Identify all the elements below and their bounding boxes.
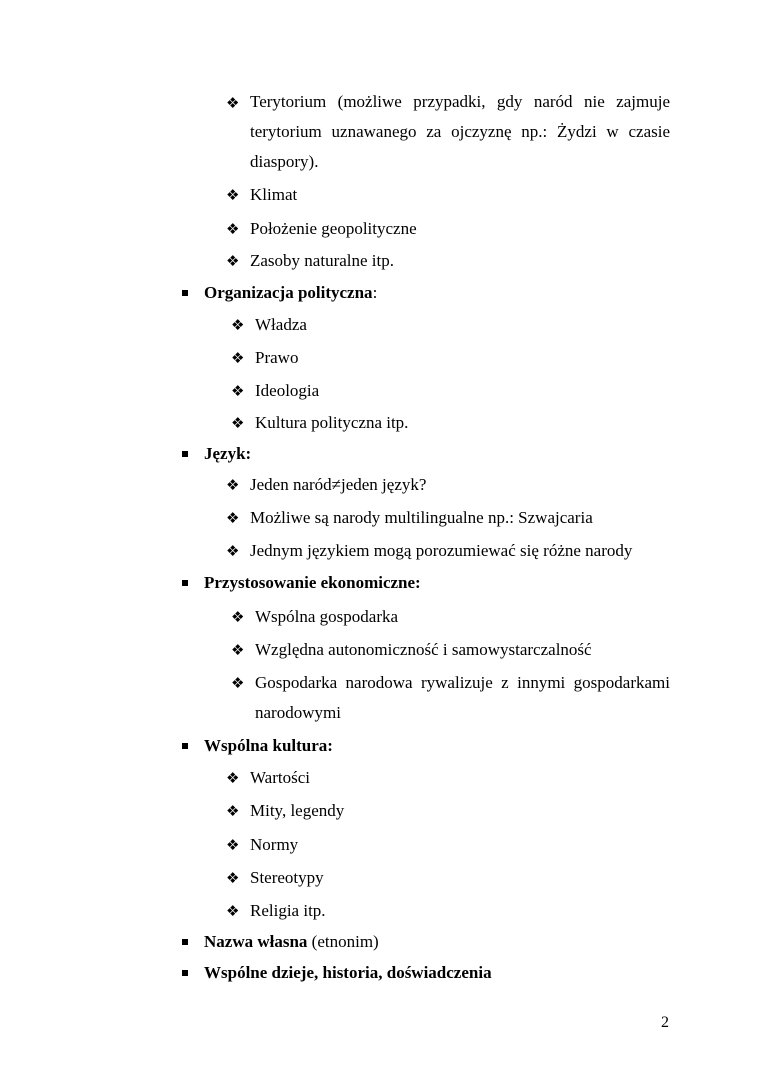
diamond-bullet-icon: ❖ [231, 382, 245, 400]
list-item-power: Władza [255, 315, 307, 334]
diamond-bullet-icon: ❖ [231, 349, 245, 367]
page-number: 2 [661, 1014, 669, 1031]
diamond-bullet-icon: ❖ [231, 608, 245, 626]
diamond-bullet-icon: ❖ [226, 836, 240, 854]
diamond-bullet-icon: ❖ [226, 902, 240, 920]
list-item-values: Wartości [250, 768, 310, 787]
diamond-bullet-icon: ❖ [226, 94, 240, 112]
section-heading-language: Język: [204, 444, 252, 463]
square-bullet-icon [182, 290, 188, 296]
diamond-bullet-icon: ❖ [226, 186, 240, 204]
list-item-territory-line3: diaspory). [250, 152, 319, 171]
list-item-myths: Mity, legendy [250, 801, 345, 820]
square-bullet-icon [182, 939, 188, 945]
list-item-norms: Normy [250, 835, 299, 854]
square-bullet-icon [182, 970, 188, 976]
diamond-bullet-icon: ❖ [226, 252, 240, 270]
list-item-stereotypes: Stereotypy [250, 868, 324, 887]
section-heading-political: Organizacja polityczna: [204, 283, 378, 302]
diamond-bullet-icon: ❖ [226, 476, 240, 494]
section-heading-history: Wspólne dzieje, historia, doświadczenia [204, 963, 492, 982]
section-heading-own-name: Nazwa własna (etnonim) [204, 932, 379, 951]
diamond-bullet-icon: ❖ [226, 769, 240, 787]
list-item-common-economy: Wspólna gospodarka [255, 607, 399, 626]
diamond-bullet-icon: ❖ [226, 220, 240, 238]
list-item-geopolitics: Położenie geopolityczne [250, 219, 417, 238]
diamond-bullet-icon: ❖ [231, 316, 245, 334]
list-item-ideology: Ideologia [255, 381, 320, 400]
list-item-climate: Klimat [250, 185, 298, 204]
list-item-competition-line1: Gospodarka narodowa rywalizuje z innymi gospodarkami [255, 673, 670, 692]
section-heading-culture: Wspólna kultura: [204, 736, 333, 755]
list-item-resources: Zasoby naturalne itp. [250, 251, 394, 270]
diamond-bullet-icon: ❖ [226, 802, 240, 820]
square-bullet-icon [182, 451, 188, 457]
square-bullet-icon [182, 580, 188, 586]
list-item-territory-line2: terytorium uznawanego za ojczyznę np.: Żydzi w czasie [250, 122, 670, 141]
diamond-bullet-icon: ❖ [226, 509, 240, 527]
section-heading-economic: Przystosowanie ekonomiczne: [204, 573, 421, 592]
list-item-religion: Religia itp. [250, 901, 326, 920]
list-item-one-nation: Jeden naród≠jeden język? [250, 475, 427, 494]
diamond-bullet-icon: ❖ [231, 641, 245, 659]
list-item-shared-language: Jednym językiem mogą porozumiewać się różne narody [250, 541, 633, 560]
diamond-bullet-icon: ❖ [231, 674, 245, 692]
diamond-bullet-icon: ❖ [226, 869, 240, 887]
list-item-political-culture: Kultura polityczna itp. [255, 413, 409, 432]
list-item-law: Prawo [255, 348, 299, 367]
diamond-bullet-icon: ❖ [231, 414, 245, 432]
list-item-multilingual: Możliwe są narody multilingualne np.: Szwajcaria [250, 508, 593, 527]
list-item-competition-line2: narodowymi [255, 703, 341, 722]
diamond-bullet-icon: ❖ [226, 542, 240, 560]
list-item-autonomy: Względna autonomiczność i samowystarczalność [255, 640, 592, 659]
square-bullet-icon [182, 743, 188, 749]
list-item-territory-line1: Terytorium (możliwe przypadki, gdy naród nie zajmuje [250, 92, 670, 111]
